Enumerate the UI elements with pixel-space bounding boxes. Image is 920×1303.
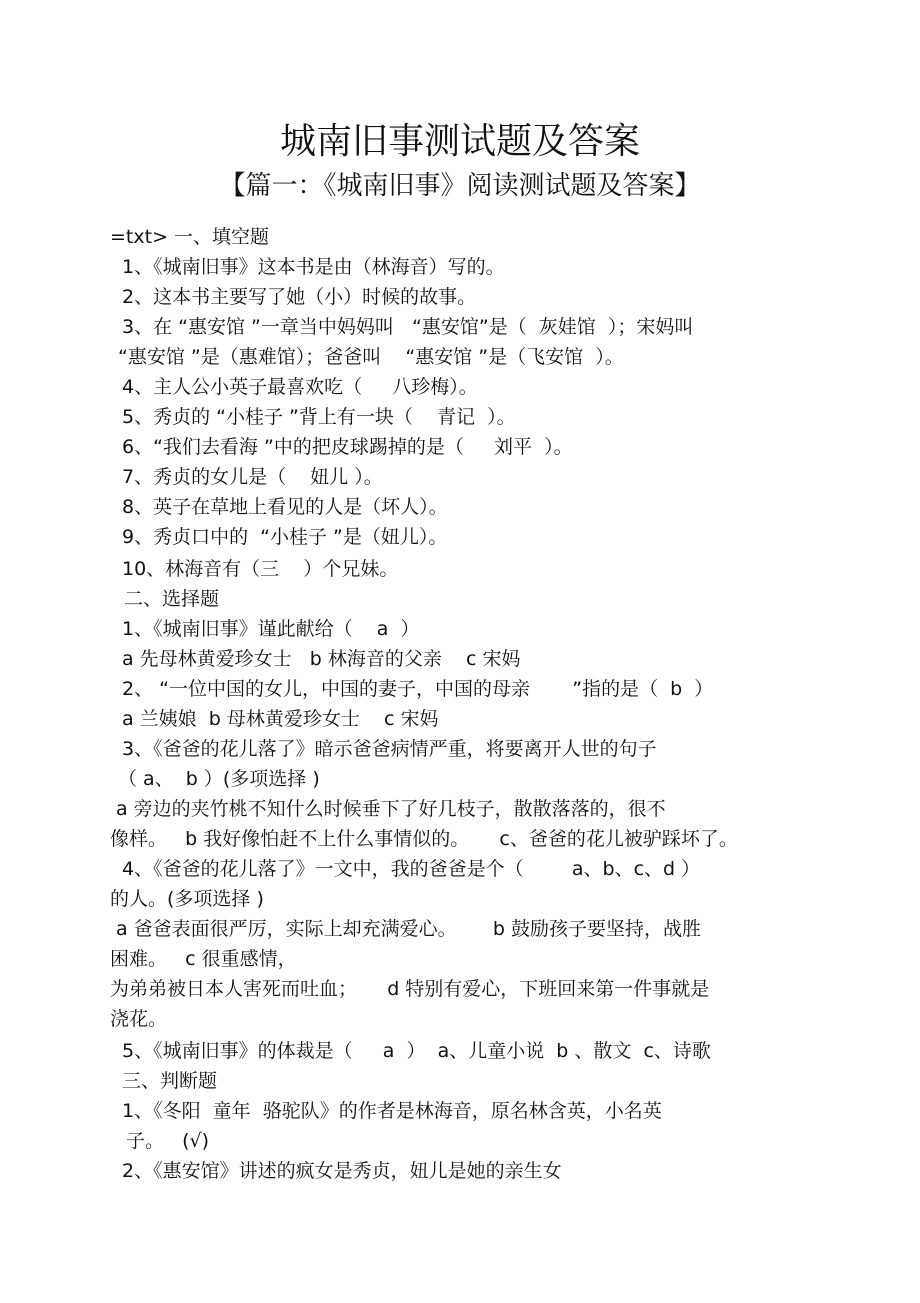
text-line: 像样。 b 我好像怕赶不上什么事情似的。 c、爸爸的花儿被驴踩坏了。 — [110, 828, 738, 850]
text-line: 2、这本书主要写了她（小）时候的故事。 — [122, 286, 477, 308]
text-line: 5、《城南旧事》的体裁是（ a ） a、儿童小说 b 、散文 c、诗歌 — [122, 1040, 711, 1062]
text-line: 5、秀贞的 “小桂子 ”背上有一块（ 青记 ）。 — [122, 406, 516, 428]
text-line: 7、秀贞的女儿是（ 妞儿 ）。 — [122, 466, 383, 488]
text-line: a 爸爸表面很严厉，实际上却充满爱心。 b 鼓励孩子要坚持，战胜 — [116, 918, 702, 940]
text-line: 1、《城南旧事》这本书是由（林海音）写的。 — [122, 256, 505, 278]
text-line: 9、秀贞口中的 “小桂子 ”是（妞儿）。 — [122, 526, 448, 548]
text-line: “惠安馆 ”是（惠难馆）；爸爸叫 “惠安馆 ”是（飞安馆 ）。 — [118, 346, 624, 368]
text-line: 为弟弟被日本人害死而吐血； d 特别有爱心，下班回来第一件事就是 — [110, 978, 710, 1000]
text-line: 子。 (√) — [126, 1130, 210, 1152]
text-line: 8、英子在草地上看见的人是（坏人）。 — [122, 496, 448, 518]
section-heading-fill-in: =txt> 一、填空题 — [110, 226, 270, 248]
document-title: 城南旧事测试题及答案 — [279, 121, 640, 162]
text-line: a 先母林黄爱珍女士 b 林海音的父亲 c 宋妈 — [122, 648, 521, 670]
section-heading-judgement: 三、判断题 — [122, 1070, 218, 1092]
section-heading-choice: 二、选择题 — [124, 588, 220, 610]
text-line: 4、主人公小英子最喜欢吃（ 八珍梅）。 — [122, 376, 478, 398]
text-line: a 旁边的夹竹桃不知什么时候垂下了好几枝子，散散落落的，很不 — [116, 798, 666, 820]
text-line: 10、林海音有（三 ）个兄妹。 — [122, 558, 399, 580]
text-line: 2、《惠安馆》讲述的疯女是秀贞，妞儿是她的亲生女 — [122, 1160, 562, 1182]
text-line: 3、《爸爸的花儿落了》暗示爸爸病情严重，将要离开人世的句子 — [122, 738, 657, 760]
text-line: 4、《爸爸的花儿落了》一文中，我的爸爸是个（ a、b、c、d ） — [122, 858, 701, 880]
text-line: 困难。 c 很重感情， — [110, 948, 297, 970]
text-line: 2、 “一位中国的女儿，中国的妻子，中国的母亲 ”指的是（ b ） — [122, 678, 714, 700]
text-line: a 兰姨娘 b 母林黄爱珍女士 c 宋妈 — [122, 708, 439, 730]
text-line: 的人。(多项选择 ) — [110, 888, 264, 910]
document-subtitle: 【篇一：《城南旧事》阅读测试题及答案】 — [219, 171, 701, 201]
text-line: 6、“我们去看海 ”中的把皮球踢掉的是（ 刘平 ）。 — [122, 436, 573, 458]
text-line: 3、在 “惠安馆 ”一章当中妈妈叫 “惠安馆”是（ 灰娃馆 ）；宋妈叫 — [122, 316, 694, 338]
text-line: 1、《城南旧事》谨此献给（ a ） — [122, 618, 420, 640]
text-line: （ a、 b ）(多项选择 ) — [118, 768, 320, 790]
text-line: 1、《冬阳 童年 骆驼队》的作者是林海音，原名林含英，小名英 — [122, 1100, 662, 1122]
text-line: 浇花。 — [110, 1008, 168, 1030]
